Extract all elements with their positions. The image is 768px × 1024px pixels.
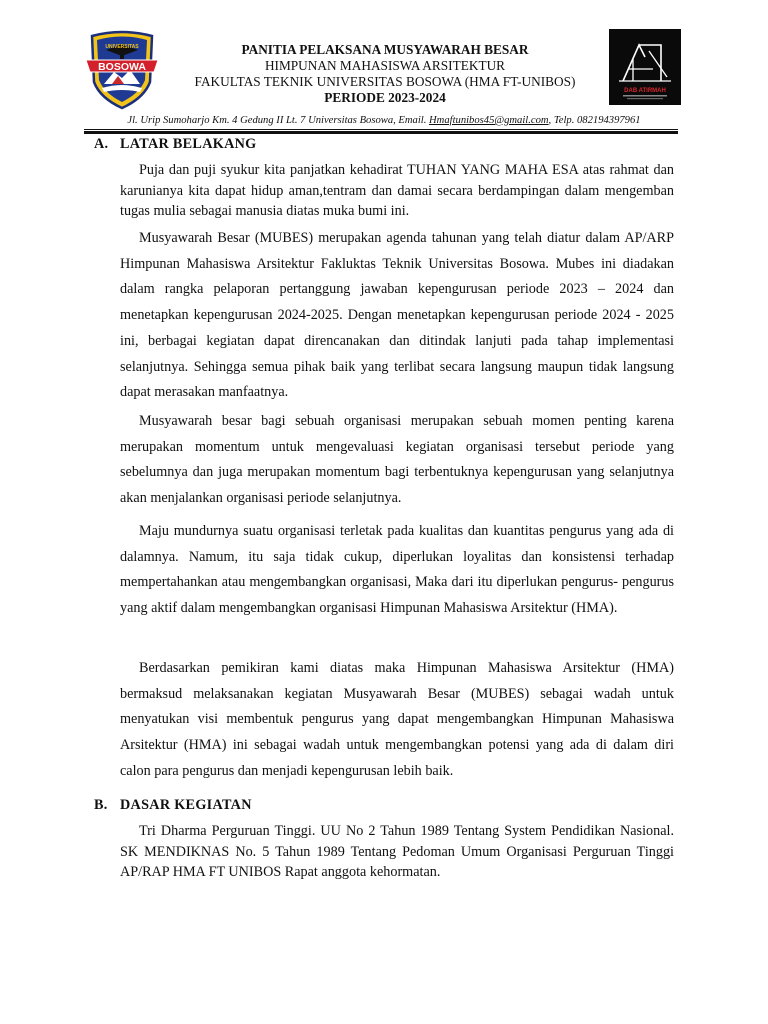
paragraph: Tri Dharma Perguruan Tinggi. UU No 2 Tahun 1989 Tentang System Pendidikan Nasional. SK MENDIKNAS No. 5 Tahun 1989 Tentang Pedoman Umum Organisasi Perguruan Tinggi AP/RAP HMA FT UNIBOS Rapat anggota kehormatan. bbox=[120, 823, 674, 880]
paragraph: Puja dan puji syukur kita panjatkan kehadirat TUHAN YANG MAHA ESA atas rahmat dan karunianya kita dapat hidup aman,tentram dan damai secara berdampingan dalam mengemban tugas mulia sebagai manusia diatas muka bumi ini. bbox=[120, 162, 674, 219]
hma-logo-caption: DAB ATIRMAH bbox=[624, 88, 666, 94]
hma-logo bbox=[609, 29, 681, 105]
email-link[interactable]: Hmaftunibos45@gmail.com bbox=[429, 115, 549, 126]
period: PERIODE 2023-2024 bbox=[324, 90, 446, 105]
universitas-bosowa-logo bbox=[84, 26, 160, 110]
committee-name: PANITIA PELAKSANA MUSYAWARAH BESAR bbox=[241, 42, 529, 57]
paragraph: Maju mundurnya suatu organisasi terletak pada kualitas dan kuantitas pengurus yang ada di dalamnya. Namum, itu saja tidak cukup, diperlukan loyalitas dan konsistensi terhadap mempertahankan atau mengembangkan organisasi, Maka dari itu diperlukan pengurus- pengurus yang aktif dalam mengembangkan organisasi Himpunan Mahasiswa Arsitektur (HMA). bbox=[120, 523, 674, 617]
faculty-name: FAKULTAS TEKNIK UNIVERSITAS BOSOWA (HMA FT-UNIBOS) bbox=[194, 74, 576, 89]
section-a-heading bbox=[94, 136, 257, 153]
section-b-number: B. bbox=[94, 797, 108, 813]
logo-left-top-text: UNIVERSITAS bbox=[105, 44, 139, 50]
section-b-title: DASAR KEGIATAN bbox=[120, 797, 252, 813]
letterhead bbox=[0, 0, 768, 132]
header-rule-thick bbox=[84, 131, 678, 134]
paragraph: Musyawarah besar bagi sebuah organisasi merupakan sebuah momen penting karena merupakan momentum untuk mengevaluasi kegiatan organisasi tersebut periode yang sebelumnya dan juga merupakan momentum bagi terbentuknya kepengurusan yang selanjutnya akan menjalankan organisasi periode selanjutnya. bbox=[120, 413, 674, 507]
section-a-number: A. bbox=[94, 136, 109, 152]
logo-left-banner: BOSOWA bbox=[98, 61, 146, 73]
address-line bbox=[0, 115, 768, 126]
phone-text: , Telp. 082194397961 bbox=[548, 115, 641, 126]
header-rule-thin bbox=[84, 129, 678, 130]
organization-name: HIMPUNAN MAHASISWA ARSITEKTUR bbox=[264, 58, 506, 73]
address-text: Jl. Urip Sumoharjo Km. 4 Gedung II Lt. 7 Universitas Bosowa, Email. bbox=[127, 115, 430, 126]
letterhead-title-block bbox=[165, 42, 605, 106]
paragraph: Musyawarah Besar (MUBES) merupakan agenda tahunan yang telah diatur dalam AP/ARP Himpunan Mahasiswa Arsitektur Fakluktas Teknik Universitas Bosowa. Mubes ini diadakan dalam rangka pelaporan pertanggung jawaban kepengurusan periode 2023 – 2024 dan menetapkan kepengurusan 2024-2025. Dengan menetapkan kepengurusan periode 2024 - 2025 ini, berbagai kegiatan dapat direncanakan dan ditindak lanjuti pada tahap implementasi selanjutnya. Sehingga semua pihak baik yang terlibat secara langsung maupun tidak langsung dapat merasakan manfaatnya. bbox=[120, 230, 674, 401]
section-b-heading bbox=[94, 797, 252, 814]
paragraph: Berdasarkan pemikiran kami diatas maka Himpunan Mahasiswa Arsitektur (HMA) bermaksud melaksanakan kegiatan Musyawarah Besar (MUBES) sebagai wadah untuk menyatukan visi membentuk pengurus yang dapat mengembangkan Himpunan Mahasiswa Arsitektur (HMA) ini sebagai wadah untuk mengembangkan potensi yang ada di dalam diri calon para pengurus dan menjadi kepengurusan lebih baik. bbox=[120, 660, 674, 779]
section-a-title: LATAR BELAKANG bbox=[120, 136, 257, 152]
